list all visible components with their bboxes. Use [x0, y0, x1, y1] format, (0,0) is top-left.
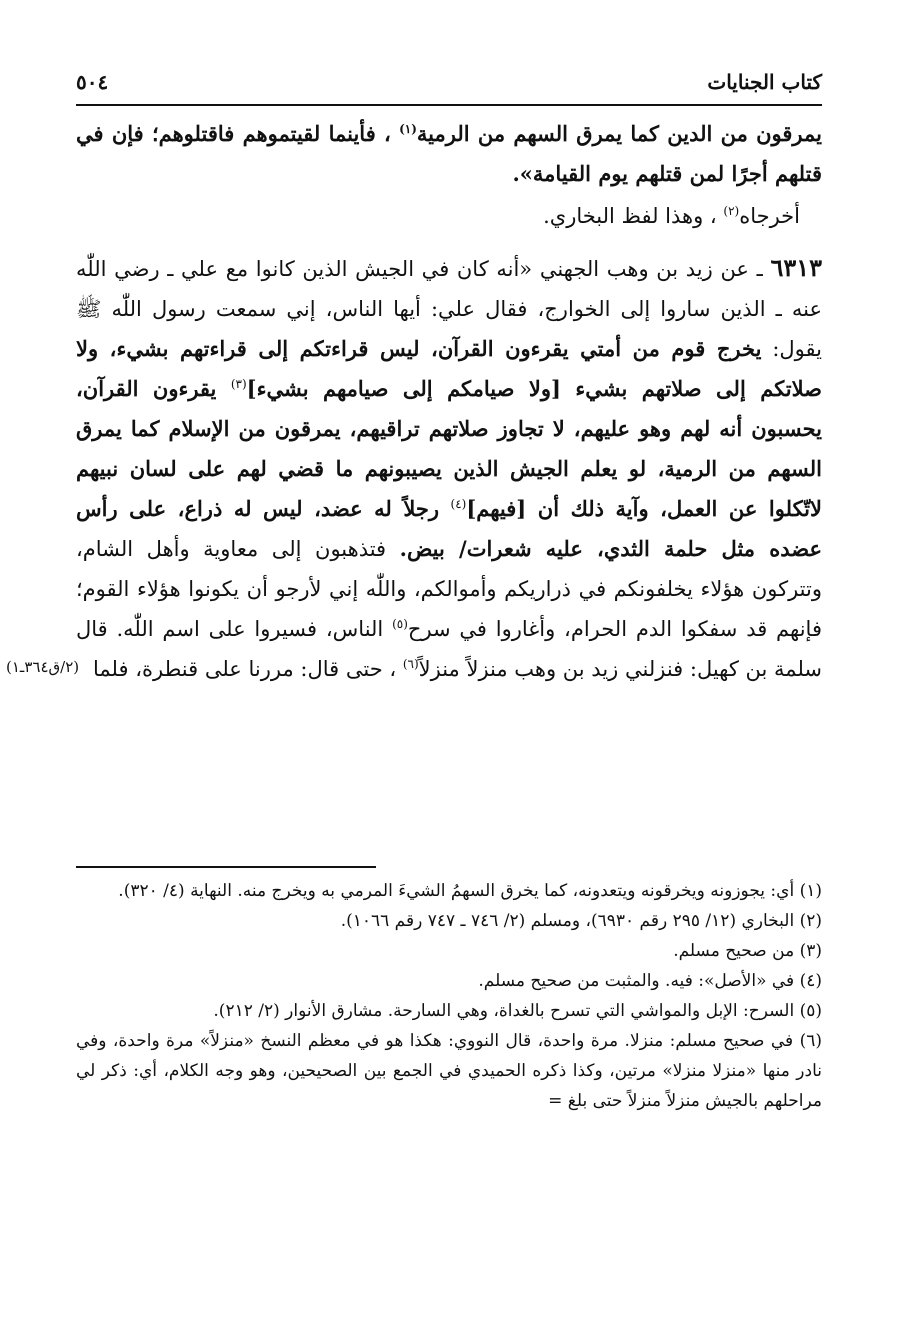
footnote-ref-3: (٣) — [230, 377, 247, 391]
footnote-ref-1: (١) — [399, 122, 417, 136]
footnote-4: (٤) في «الأصل»: فيه. والمثبت من صحيح مسلم. — [478, 971, 822, 991]
footnotes — [76, 876, 822, 1116]
page-header — [76, 70, 822, 106]
footnote-2: (٢) البخاري (١٢/ ٢٩٥ رقم ٦٩٣٠)، ومسلم (٢/ ٧٤٦ ـ ٧٤٧ رقم ١٠٦٦). — [340, 911, 822, 931]
footnote-ref-6: (٦) — [402, 657, 419, 671]
hadith-number: ٦٣١٣ — [770, 253, 822, 282]
footnote-1: (١) أي: يجوزونه ويخرقونه ويتعدونه، كما يخرق السهمُ الشيءَ المرمي به ويخرج منه. النهاية (٤/ ٣٢٠). — [118, 881, 822, 901]
page-number: ٥٠٤ — [76, 70, 116, 94]
footnote-ref-4: (٤) — [450, 497, 467, 511]
footnote-3: (٣) من صحيح مسلم. — [673, 941, 822, 961]
manuscript-margin-reference: (٢/ق٣٦٤ـ١) — [6, 658, 80, 676]
footnote-5: (٥) السرح: الإبل والمواشي التي تسرح بالغداة، وهي السارحة. مشارق الأنوار (٢/ ٢١٢). — [213, 1001, 822, 1021]
takhrij-line: أخرجاه$^{(٢)}$ ، وهذا لفظ البخاري. — [543, 204, 800, 228]
footnote-ref-5: (٥) — [392, 617, 408, 631]
main-text — [76, 114, 822, 689]
hadith-paragraph: ٦٣١٣ ـ عن زيد بن وهب الجهني «أنه كان في الجيش الذين كانوا مع علي ـ رضي اللّٰه عنه ـ الذين ساروا إلى الخوارج، فقال علي: أيها الناس، إني سمعت رسول اللّٰه ﷺ يقول: يخرج قوم من أمتي يقرءون القرآن، ليس قراءتكم إلى قراءتهم بشيء، ولا صلاتكم إلى صلاتهم بشيء [ولا صيامكم إلى صيامهم بشيء]$^{(٣)}$ يقرءون القرآن، يحسبون أنه لهم وهو عليهم، لا تجاوز صلاتهم تراقيهم، يمرقون من الإسلام كما يمرق السهم من الرمية، لو يعلم الجيش الذين يصيبونهم ما قضي لهم على لسان نبيهم لاتّكلوا عن العمل، وآية ذلك أن [فيهم]$^{(٤)}$ رجلاً له عضد، ليس له ذراع، على رأس عضده مثل حلمة الثدي، عليه شعرات/ بيض. فتذهبون إلى معاوية وأهل الشام، وتتركون هؤلاء يخلفونكم في ذراريكم وأموالكم، واللّٰه إني لأرجو أن يكونوا هؤلاء القوم؛ فإنهم قد سفكوا الدم الحرام، وأغاروا في سرح$^{(٥)}$ الناس، فسيروا على اسم اللّٰه. قال سلمة بن كهيل: فنزلني زيد بن وهب منزلاً منزلاً$^{(٦)}$ ، حتى قال: مررنا على قنطرة، فلما — [76, 253, 822, 681]
footnote-ref-2: (٢) — [723, 204, 740, 218]
book-page — [6, 70, 822, 1310]
book-title: كتاب الجنايات — [699, 70, 822, 94]
footnote-6: (٦) في صحيح مسلم: منزلا. مرة واحدة، قال النووي: هكذا هو في معظم النسخ «منزلاً» مرة واحدة، وفي نادر منها «منزلا منزلا» مرتين، وكذا ذكره الحميدي في الجمع بين الصحيحين، وهو وجه الكلام، أي: ذكر لي مراحلهم بالجيش منزلاً منزلاً حتى بلغ = — [76, 1031, 822, 1111]
footnote-divider — [76, 866, 376, 868]
paragraph-continuation: يمرقون من الدين كما يمرق السهم من الرمية$^{(١)}$ ، فأينما لقيتموهم فاقتلوهم؛ فإن في قتلهم أجرًا لمن قتلهم يوم القيامة». — [76, 121, 822, 186]
